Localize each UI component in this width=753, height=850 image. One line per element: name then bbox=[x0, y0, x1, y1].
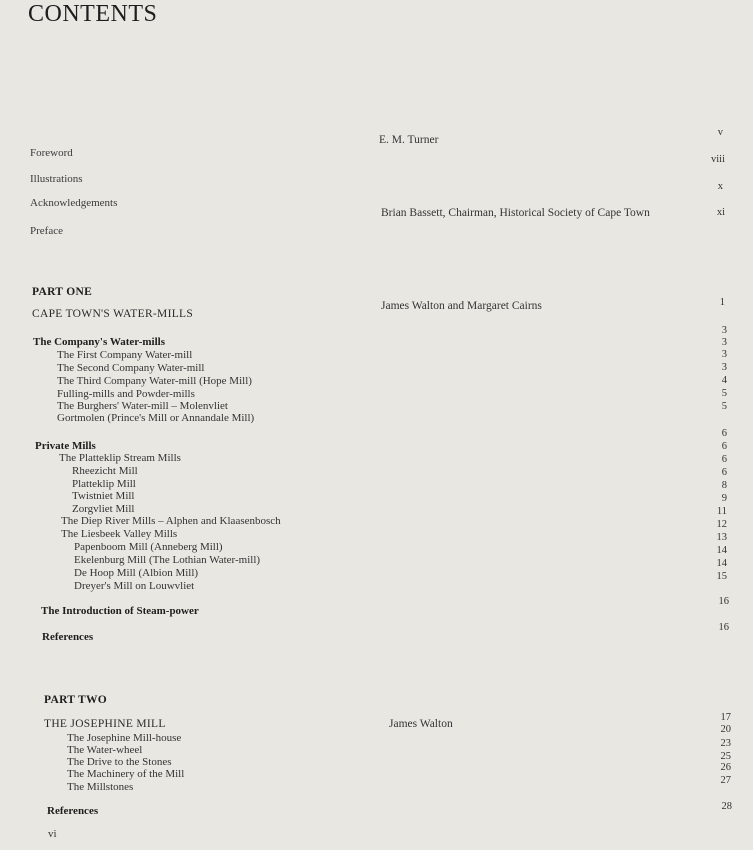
page-number: v bbox=[717, 127, 723, 138]
part-two-heading: PART TWO bbox=[44, 694, 108, 706]
section-heading: Private Mills bbox=[35, 440, 96, 452]
page-number: 3 bbox=[721, 362, 727, 373]
toc-item: De Hoop Mill (Albion Mill) bbox=[74, 567, 199, 579]
page-number: 6 bbox=[721, 441, 727, 452]
page-title: CONTENTS bbox=[28, 1, 158, 27]
toc-item: Ekelenburg Mill (The Lothian Water-mill) bbox=[74, 554, 261, 566]
toc-item: The First Company Water-mill bbox=[57, 349, 193, 361]
page-number: 25 bbox=[720, 751, 731, 762]
page-number: 23 bbox=[720, 738, 731, 749]
toc-item: The Burghers' Water-mill – Molenvliet bbox=[57, 400, 228, 412]
page-number: 6 bbox=[721, 428, 727, 439]
toc-item: Gortmolen (Prince's Mill or Annandale Mill) bbox=[57, 412, 255, 424]
toc-item: The Drive to the Stones bbox=[67, 756, 172, 768]
part-one-title: CAPE TOWN'S WATER-MILLS bbox=[32, 308, 194, 320]
page-number: 8 bbox=[721, 480, 727, 491]
page-number: 13 bbox=[716, 532, 727, 543]
author-foreword: E. M. Turner bbox=[379, 134, 439, 146]
toc-item: Twistniet Mill bbox=[72, 490, 135, 502]
page-number: x bbox=[717, 181, 723, 192]
page-number: 17 bbox=[720, 712, 731, 723]
page-number: 14 bbox=[716, 545, 727, 556]
section-heading: The Company's Water-mills bbox=[33, 336, 166, 348]
toc-item: The Third Company Water-mill (Hope Mill) bbox=[57, 375, 252, 387]
page-number: xi bbox=[716, 207, 725, 218]
toc-item: The Diep River Mills – Alphen and Klaasenbosch bbox=[61, 515, 281, 527]
toc-item: The Millstones bbox=[67, 781, 134, 793]
toc-item: Zorgvliet Mill bbox=[72, 503, 135, 515]
entry-foreword: Foreword bbox=[30, 147, 73, 159]
page-number: 14 bbox=[716, 558, 727, 569]
toc-item: Rheezicht Mill bbox=[72, 465, 138, 477]
author-preface: Brian Bassett, Chairman, Historical Society of Cape Town bbox=[381, 207, 650, 219]
entry-illustrations: Illustrations bbox=[30, 173, 83, 185]
page-number: 20 bbox=[720, 724, 731, 735]
page-number: 1 bbox=[719, 297, 725, 308]
toc-item: The Josephine Mill-house bbox=[67, 732, 182, 744]
page-number: 12 bbox=[716, 519, 727, 530]
page-number: 5 bbox=[721, 401, 727, 412]
page-number: 3 bbox=[721, 337, 727, 348]
page-number: 6 bbox=[721, 454, 727, 465]
section-heading: References bbox=[47, 805, 99, 817]
page-number: 4 bbox=[721, 375, 727, 386]
page-number: viii bbox=[710, 154, 725, 165]
page-number: 16 bbox=[718, 622, 729, 633]
page-number: 28 bbox=[721, 801, 732, 812]
part-one-heading: PART ONE bbox=[32, 286, 93, 298]
page-number: 5 bbox=[721, 388, 727, 399]
page-number: 16 bbox=[718, 596, 729, 607]
author-part-two: James Walton bbox=[389, 718, 453, 730]
page-number: 3 bbox=[721, 349, 727, 360]
toc-item: The Machinery of the Mill bbox=[67, 768, 185, 780]
entry-preface: Preface bbox=[30, 225, 63, 237]
page-number: 6 bbox=[721, 467, 727, 478]
section-heading: References bbox=[42, 631, 94, 643]
toc-item: Dreyer's Mill on Louwvliet bbox=[74, 580, 195, 592]
entry-acknowledgements: Acknowledgements bbox=[30, 197, 118, 209]
toc-item: Fulling-mills and Powder-mills bbox=[57, 388, 195, 400]
page-number: 15 bbox=[716, 571, 727, 582]
author-part-one: James Walton and Margaret Cairns bbox=[381, 300, 542, 312]
section-heading: The Introduction of Steam-power bbox=[41, 605, 199, 617]
toc-item: The Second Company Water-mill bbox=[57, 362, 205, 374]
toc-item: The Platteklip Stream Mills bbox=[59, 452, 181, 464]
toc-item: The Water-wheel bbox=[67, 744, 143, 756]
page-number: 3 bbox=[721, 325, 727, 336]
page-folio: vi bbox=[48, 828, 57, 840]
page-number: 11 bbox=[716, 506, 727, 517]
toc-item: Platteklip Mill bbox=[72, 478, 136, 490]
toc-item: Papenboom Mill (Anneberg Mill) bbox=[74, 541, 223, 553]
page-number: 9 bbox=[721, 493, 727, 504]
page-number: 27 bbox=[720, 775, 731, 786]
page-number: 26 bbox=[720, 762, 731, 773]
part-two-title: THE JOSEPHINE MILL bbox=[44, 718, 166, 730]
toc-item: The Liesbeek Valley Mills bbox=[61, 528, 178, 540]
